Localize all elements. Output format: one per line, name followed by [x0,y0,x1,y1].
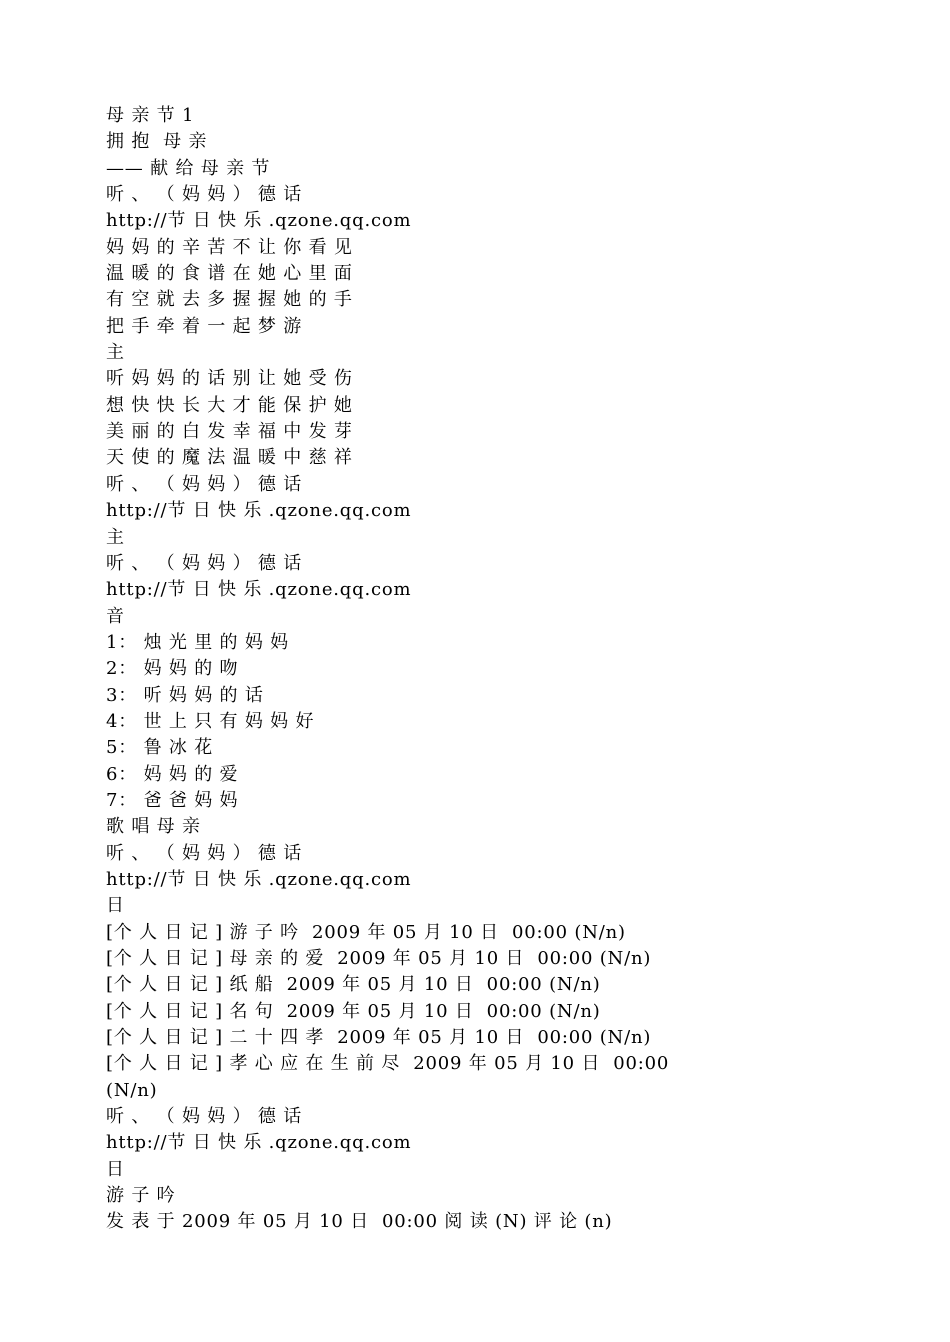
text-line: 听 、 （ 妈 妈 ） 德 话 [106,1106,303,1128]
diary-entry-continuation: (N/n) [106,1079,158,1101]
text-line: 听 、 （ 妈 妈 ） 德 话 [106,184,303,206]
song-list-item: 5： 鲁 冰 花 [106,737,214,759]
lyric-line: 天 使 的 魔 法 温 暖 中 慈 祥 [106,447,353,469]
lyric-line: 听 妈 妈 的 话 别 让 她 受 伤 [106,368,353,390]
section-label: 日 [106,1158,125,1180]
song-list-item: 3： 听 妈 妈 的 话 [106,684,264,706]
song-list-item: 4： 世 上 只 有 妈 妈 好 [106,710,315,732]
song-list-item: 2： 妈 妈 的 吻 [106,658,239,680]
lyric-line: 妈 妈 的 辛 苦 不 让 你 看 见 [106,236,353,258]
diary-entry: [个 人 日 记 ] 名 句 2009 年 05 月 10 日 00:00 (N/n) [106,1000,601,1022]
url-line: http://节 日 快 乐 .qzone.qq.com [106,500,412,522]
text-line: —— 献 给 母 亲 节 [106,157,271,179]
lyric-line: 把 手 牵 着 一 起 梦 游 [106,315,303,337]
section-label: 主 [106,526,125,548]
text-line: 听 、 （ 妈 妈 ） 德 话 [106,473,303,495]
url-line: http://节 日 快 乐 .qzone.qq.com [106,1132,412,1154]
url-line: http://节 日 快 乐 .qzone.qq.com [106,868,412,890]
diary-entry: [个 人 日 记 ] 二 十 四 孝 2009 年 05 月 10 日 00:00 (N/n) [106,1027,652,1049]
document-page [106,103,848,1236]
lyric-line: 温 暖 的 食 谱 在 她 心 里 面 [106,263,353,285]
text-line: 听 、 （ 妈 妈 ） 德 话 [106,842,303,864]
lyric-line: 美 丽 的 白 发 幸 福 中 发 芽 [106,421,353,443]
song-list-item: 6： 妈 妈 的 爱 [106,763,239,785]
diary-entry: [个 人 日 记 ] 母 亲 的 爱 2009 年 05 月 10 日 00:00 (N/n) [106,948,652,969]
lyric-line: 想 快 快 长 大 才 能 保 护 她 [106,394,353,416]
section-label: 日 [106,895,125,917]
diary-entry: [个 人 日 记 ] 孝 心 应 在 生 前 尽 2009 年 05 月 10 日 00:00 [106,1053,670,1075]
text-line: 拥 抱 母 亲 [106,131,208,153]
song-list-item: 7： 爸 爸 妈 妈 [106,789,239,811]
text-line: 听 、 （ 妈 妈 ） 德 话 [106,552,303,574]
url-line: http://节 日 快 乐 .qzone.qq.com [106,579,412,601]
url-line: http://节 日 快 乐 .qzone.qq.com [106,210,412,232]
diary-entry: [个 人 日 记 ] 纸 船 2009 年 05 月 10 日 00:00 (N/n) [106,974,601,996]
song-list-item: 1： 烛 光 里 的 妈 妈 [106,631,289,653]
post-meta: 发 表 于 2009 年 05 月 10 日 00:00 阅 读 (N) 评 论 (n) [106,1211,613,1233]
section-label: 主 [106,342,125,364]
section-label: 音 [106,605,125,627]
diary-entry: [个 人 日 记 ] 游 子 吟 2009 年 05 月 10 日 00:00 (N/n) [106,921,626,943]
lyric-line: 有 空 就 去 多 握 握 她 的 手 [106,289,353,311]
post-title: 游 子 吟 [106,1185,176,1207]
text-line: 歌 唱 母 亲 [106,816,201,838]
text-line: 母 亲 节 1 [106,105,195,126]
